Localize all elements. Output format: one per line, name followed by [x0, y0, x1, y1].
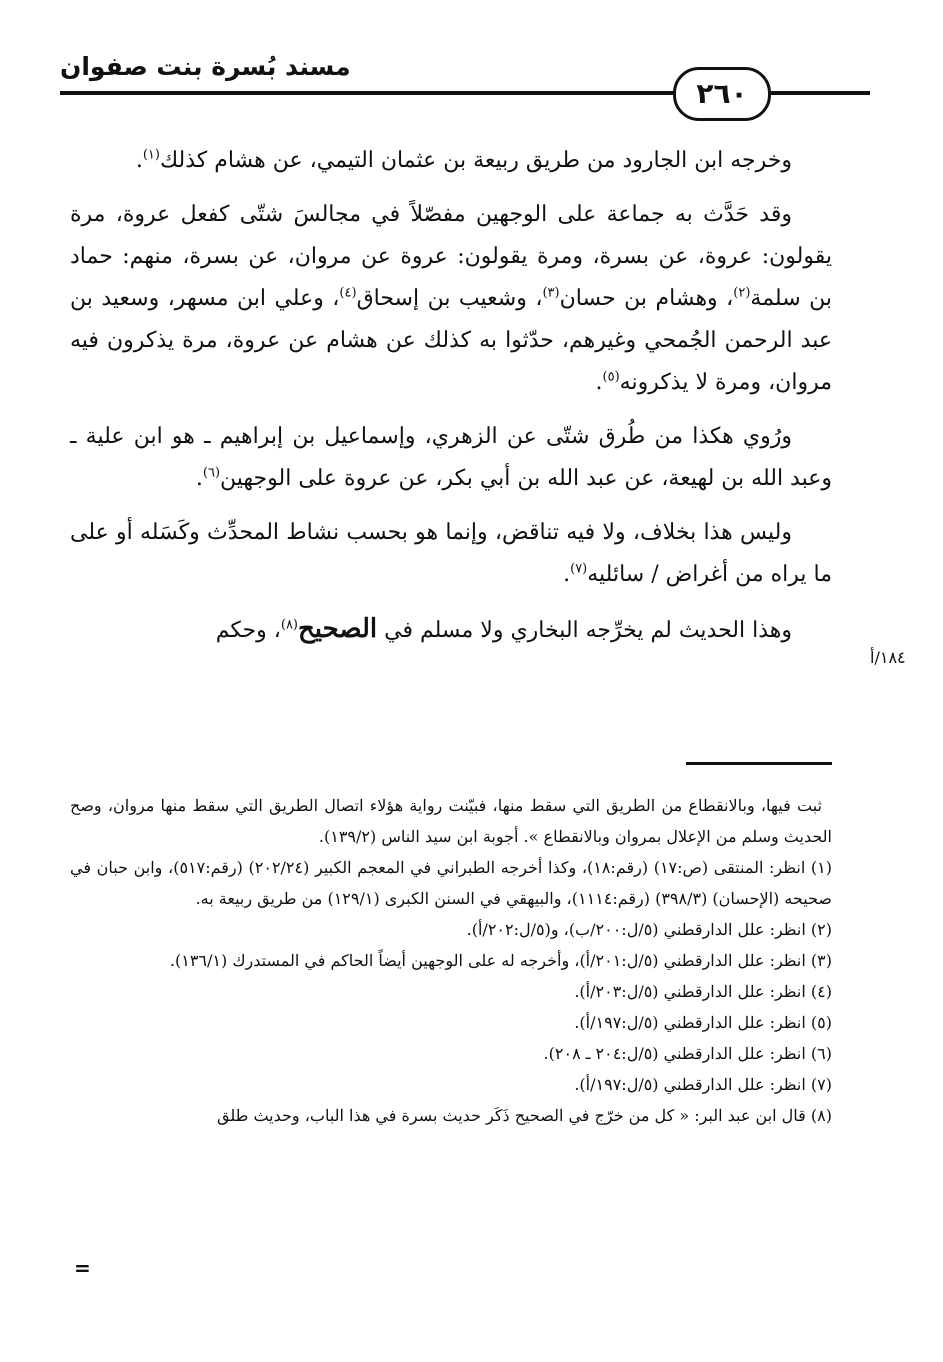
paragraph-4-text: وليس هذا بخلاف، ولا فيه تناقض، وإنما هو بحسب نشاط المحدِّث وكَسَله أو على ما يراه من أغراض / سائليه: [70, 520, 832, 587]
emphasized-book-title: الصحيح: [298, 614, 378, 644]
paragraph-3: [70, 416, 832, 500]
footnote-ref-2[interactable]: (٢): [733, 285, 751, 301]
paragraph-2-end: .: [595, 370, 603, 395]
running-header-title: [60, 50, 360, 84]
footnote-ref-1[interactable]: (١): [142, 147, 160, 163]
footnotes-section: [70, 790, 832, 1131]
paragraph-5: [70, 608, 832, 652]
manuscript-folio-note: ١٨٤/أ: [870, 648, 906, 667]
footnote-5: (٥) انظر: علل الدارقطني (٥/ل:١٩٧/أ).: [574, 1013, 832, 1032]
paragraph-2-text-d: ، وعلي ابن مسهر، وسعيد بن عبد الرحمن الجُمحي وغيرهم، حدّثوا به كذلك عن هشام عن عروة، مرة يذكرون فيه مروان، ومرة لا يذكرونه: [70, 286, 832, 395]
footnote-ref-6[interactable]: (٦): [202, 465, 221, 481]
paragraph-5-end: ، وحكم: [215, 618, 281, 643]
page-number-badge: ٢٦٠: [673, 67, 771, 121]
footnote-ref-7[interactable]: (٧): [570, 561, 588, 577]
header-title-text: مسند بُسرة بنت صفوان: [60, 52, 351, 81]
footnote-ref-3[interactable]: (٣): [542, 285, 560, 301]
footnote-ref-4[interactable]: (٤): [339, 285, 357, 301]
footnote-8: (٨) قال ابن عبد البر: « كل من خرّج في الصحيح ذَكَر حديث بسرة في هذا الباب، وحديث طلق: [216, 1106, 832, 1125]
paragraph-1-text: وخرجه ابن الجارود من طريق ربيعة بن عثمان التيمي، عن هشام كذلك: [159, 148, 792, 173]
paragraph-2-text-c: ، وشعيب بن إسحاق: [356, 286, 543, 311]
paragraph-5-text: وهذا الحديث لم يخرِّجه البخاري ولا مسلم في: [377, 618, 792, 643]
footnote-4: (٤) انظر: علل الدارقطني (٥/ل:٢٠٣/أ).: [574, 982, 832, 1001]
footnote-separator: [686, 762, 832, 765]
footnote-3: (٣) انظر: علل الدارقطني (٥/ل:٢٠١/أ)، وأخرجه له على الوجهين أيضاً الحاكم في المستدرك (١٣٦/١).: [169, 951, 832, 970]
paragraph-1-end: .: [135, 148, 143, 173]
main-text: [70, 140, 832, 652]
footnote-7: (٧) انظر: علل الدارقطني (٥/ل:١٩٧/أ).: [574, 1075, 832, 1094]
footnote-6: (٦) انظر: علل الدارقطني (٥/ل:٢٠٤ ـ ٢٠٨).: [543, 1044, 832, 1063]
footnote-ref-8[interactable]: (٨): [280, 617, 298, 633]
paragraph-4-end: .: [563, 562, 571, 587]
paragraph-4: [70, 512, 832, 596]
footnote-continuation: ثبت فيها، وبالانقطاع من الطريق التي سقط منها، فبيّنت رواية هؤلاء اتصال الطريق التي سقط منها مروان، وصح الحديث وسلم من الإعلال بمروان وبالانقطاع ». أجوبة ابن سيد الناس (١٣٩/٢).: [70, 796, 832, 846]
footnote-ref-5[interactable]: (٥): [602, 369, 620, 385]
paragraph-1: [70, 140, 832, 182]
paragraph-3-text: ورُوي هكذا من طُرق شتّى عن الزهري، وإسماعيل بن إبراهيم ـ هو ابن علية ـ وعبد الله بن لهيعة، عن عبد الله بن أبي بكر، عن عروة على الوجهين: [70, 424, 832, 491]
paragraph-3-end: .: [195, 466, 203, 491]
paragraph-2-text-a: وقد حَدَّث به جماعة على الوجهين مفصّلاً في مجالسَ شتّى كفعل عروة، مرة يقولون: عروة، عن بسرة، ومرة يقولون: عروة عن مروان، عن بسرة، منهم: حماد بن سلمة: [70, 202, 833, 311]
footnote-1: (١) انظر: المنتقى (ص:١٧) (رقم:١٨)، وكذا أخرجه الطبراني في المعجم الكبير (٢٠٢/٢٤) (رقم:٥١٧)، وابن حبان في صحيحه (الإحسان) (٣٩٨/٣) (رقم:١١١٤)، والبيهقي في السنن الكبرى (١٢٩/١) من طريق ربيعة به.: [70, 858, 832, 908]
paragraph-2: [70, 194, 832, 404]
footnote-2: (٢) انظر: علل الدارقطني (٥/ل:٢٠٠/ب)، و(٥/ل:٢٠٢/أ).: [466, 920, 832, 939]
paragraph-2-text-b: ، وهشام بن حسان: [559, 286, 734, 311]
continuation-mark: =: [74, 1256, 91, 1280]
